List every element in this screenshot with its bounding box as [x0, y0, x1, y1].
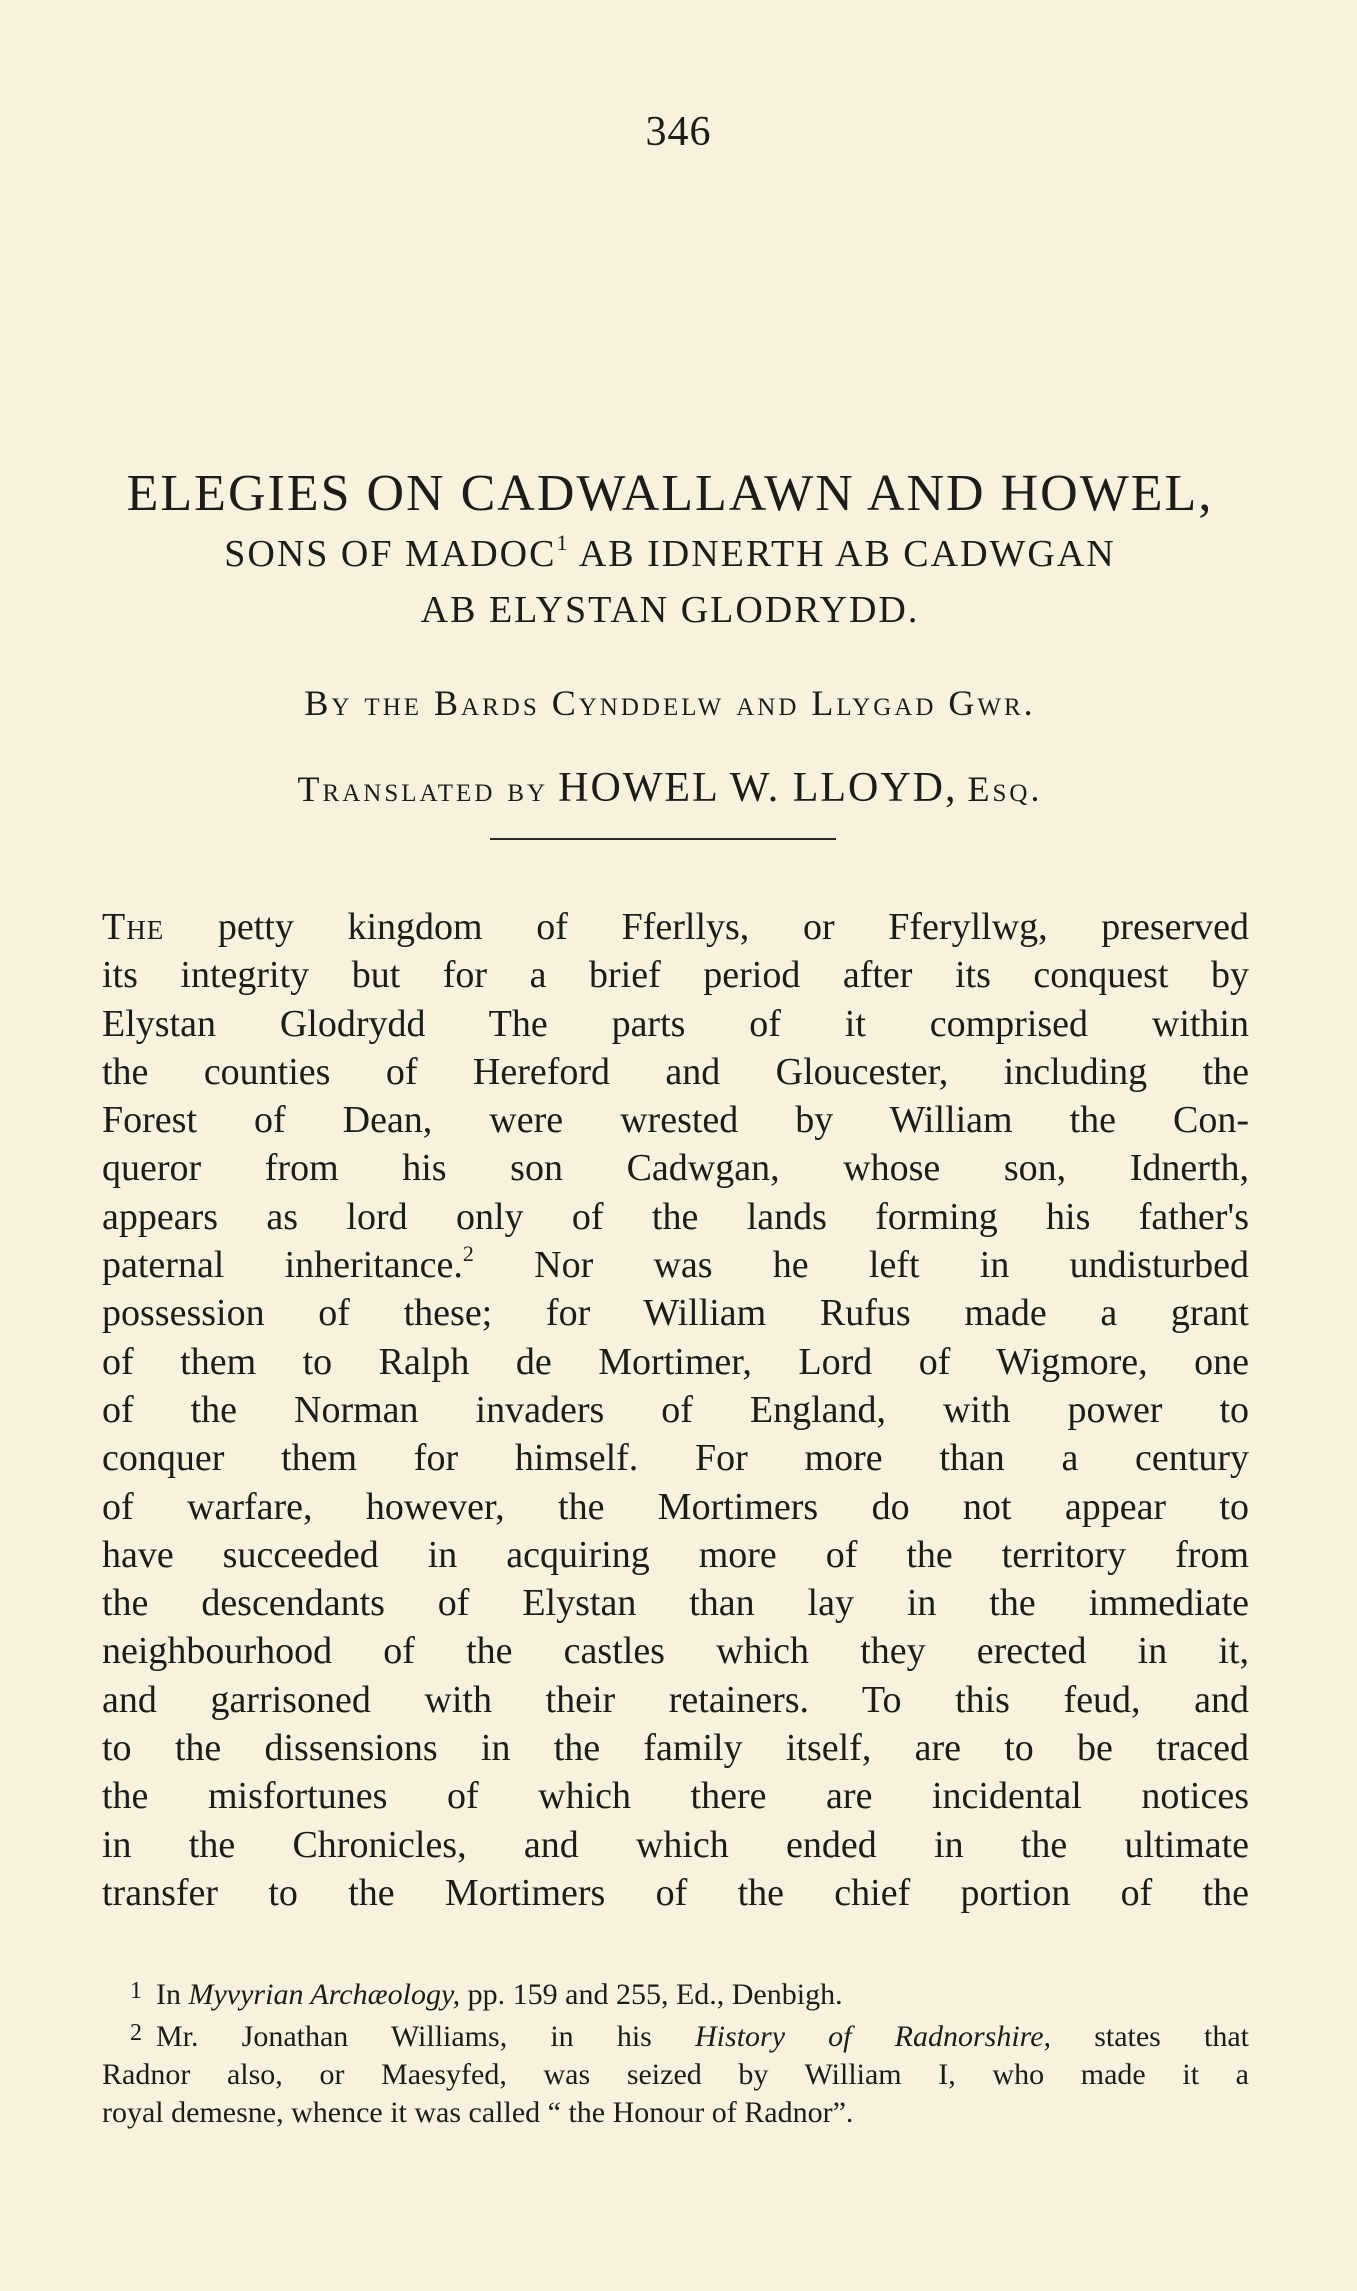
title-block — [80, 462, 1260, 812]
body-line: conquer them for himself. For more than a century — [102, 1437, 1249, 1480]
title-line-2 — [80, 526, 1260, 582]
body-line: of them to Ralph de Mortimer, Lord of Wigmore, one — [102, 1340, 1249, 1383]
body-line: its integrity but for a brief period after its conquest by — [102, 954, 1249, 997]
body-line: Forest of Dean, were wrested by William the Con- — [102, 1099, 1249, 1142]
body-line: queror from his son Cadwgan, whose son, Idnerth, — [102, 1147, 1249, 1190]
body-line: of the Norman invaders of England, with power to — [102, 1388, 1249, 1431]
body-line: paternal inheritance.$^2$ Nor was he left in undisturbed — [102, 1241, 1249, 1287]
body-line: Elystan Glodrydd The parts of it comprised within — [102, 1002, 1249, 1045]
bards-line: By the Bards Cynddelw and Llygad Gwr. — [304, 683, 1036, 723]
body-line: appears as lord only of the lands forming his father's — [102, 1195, 1249, 1238]
footnote-mark-1: 1 — [556, 530, 570, 555]
body-line: to the dissensions in the family itself, are to be traced — [102, 1727, 1249, 1770]
page-number: 346 — [645, 109, 712, 155]
footnote-2-number: 2 — [130, 2020, 142, 2046]
translator-suffix: Esq. — [967, 769, 1043, 809]
translator-line — [80, 764, 1260, 812]
body-line: transfer to the Mortimers of the chief portion of the — [102, 1871, 1249, 1914]
title-line-1: ELEGIES ON CADWALLAWN AND HOWEL, — [126, 465, 1214, 522]
body-line: the descendants of Elystan than lay in the immediate — [102, 1582, 1249, 1625]
body-line: in the Chronicles, and which ended in the ultimate — [102, 1823, 1249, 1866]
footnote-2-line-3: royal demesne, whence it was called “ the Honour of Radnor”. — [102, 2096, 854, 2129]
footnote-mark-2: 2 — [462, 1241, 474, 1267]
title-line-3: AB ELYSTAN GLODRYDD. — [420, 589, 920, 631]
body-paragraph — [102, 903, 1249, 1917]
translated-by-label: Translated by — [297, 769, 549, 809]
body-line: possession of these; for William Rufus made a grant — [102, 1292, 1249, 1335]
body-line: of warfare, however, the Mortimers do not appear to — [102, 1485, 1249, 1528]
body-line: and garrisoned with their retainers. To this feud, and — [102, 1678, 1249, 1721]
title-line-2-pre: SONS OF MADOC — [224, 533, 557, 575]
body-line: the misfortunes of which there are incidental notices — [102, 1775, 1249, 1818]
footnote-2-title: History of Radnorshire, — [695, 2020, 1052, 2053]
section-divider — [490, 838, 836, 840]
footnote-1-number: 1 — [130, 1978, 142, 2004]
footnote-1-title: Myvyrian Archæology, — [188, 1978, 461, 2011]
body-line: the counties of Hereford and Gloucester, including the — [102, 1050, 1249, 1093]
body-line: have succeeded in acquiring more of the territory from — [102, 1533, 1249, 1576]
footnote-2: $^2$ Mr. Jonathan Williams, in his History of Radnorshire, states that — [130, 2020, 1249, 2053]
footnote-2-line-2: Radnor also, or Maesyfed, was seized by William I, who made it a — [102, 2058, 1249, 2091]
body-line: neighbourhood of the castles which they erected in it, — [102, 1630, 1249, 1673]
footnote-1: $^1$ In Myvyrian Archæology, pp. 159 and 255, Ed., Denbigh. — [130, 1978, 843, 2011]
opening-word: The — [102, 906, 165, 948]
body-line: The petty kingdom of Fferllys, or Fferyllwg, preserved — [102, 906, 1249, 948]
title-line-2-post: AB IDNERTH AB CADWGAN — [569, 533, 1116, 575]
translator-name: HOWEL W. LLOYD, — [558, 765, 958, 811]
footnotes — [102, 1972, 1249, 2132]
